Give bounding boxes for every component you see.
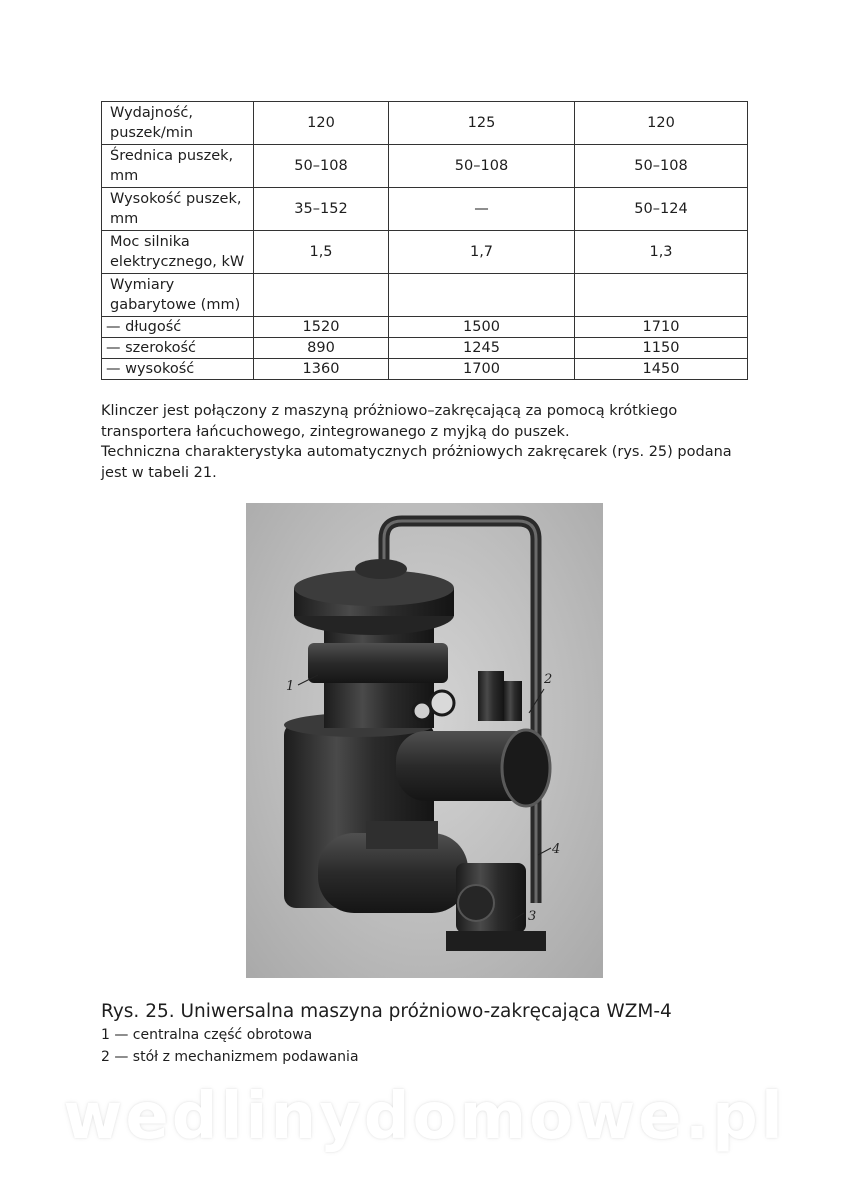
figure-caption: Rys. 25. Uniwersalna maszyna próżniowo-zakręcająca WZM-4 [101,1001,672,1022]
row-label: — długość [102,317,254,338]
table-row [102,188,748,231]
callout-3: 3 [528,909,537,924]
table-cell: 1500 [389,317,575,338]
table-cell: 120 [575,102,748,145]
table-cell [389,274,575,317]
body-paragraph: Klinczer jest połączony z maszyną próżniowo–zakręcającą za pomocą krótkiego transportera łańcuchowego, zintegrowanego z myjką do puszek. [101,403,678,440]
table-cell: 1700 [389,359,575,380]
table-cell: 1450 [575,359,748,380]
row-label: Wydajność, puszek/min [102,102,254,145]
table-cell: 890 [254,338,389,359]
table-cell: 50–124 [575,188,748,231]
table-row [102,359,748,380]
table-cell: 1360 [254,359,389,380]
row-label: Średnica puszek, mm [102,145,254,188]
table-row [102,231,748,274]
spec-table [101,101,748,380]
watermark: wedlinydomowe.pl [63,1080,786,1154]
table-cell: 125 [389,102,575,145]
table-cell [575,274,748,317]
table-cell: 50–108 [389,145,575,188]
body-paragraph: Techniczna charakterystyka automatycznych próżniowych zakręcarek (rys. 25) podana jest w tabeli 21. [101,444,732,481]
table-cell: 35–152 [254,188,389,231]
legend-item: 1 — centralna część obrotowa [101,1027,313,1043]
row-label: Wysokość puszek, mm [102,188,254,231]
row-label: Wymiary gabarytowe (mm) [102,274,254,317]
table-cell [254,274,389,317]
table-cell: 1245 [389,338,575,359]
table-row [102,102,748,145]
table-cell: 1,5 [254,231,389,274]
callout-4: 4 [552,842,561,857]
table-cell: 1,7 [389,231,575,274]
table-cell: 1,3 [575,231,748,274]
table-row [102,338,748,359]
table-cell: 50–108 [575,145,748,188]
table-cell: 1520 [254,317,389,338]
row-label: — szerokość [102,338,254,359]
row-label: Moc silnika elektrycznego, kW [102,231,254,274]
figure-legend [101,1024,359,1068]
legend-item: 2 — stół z mechanizmem podawania [101,1049,359,1065]
table-row [102,317,748,338]
table-cell: 120 [254,102,389,145]
callout-2: 2 [544,672,553,687]
row-label: — wysokość [102,359,254,380]
table-cell: 1150 [575,338,748,359]
table-cell: — [389,188,575,231]
table-row [102,145,748,188]
table-row [102,274,748,317]
callout-1: 1 [286,679,295,694]
table-cell: 1710 [575,317,748,338]
table-cell: 50–108 [254,145,389,188]
machine-illustration [246,503,603,978]
